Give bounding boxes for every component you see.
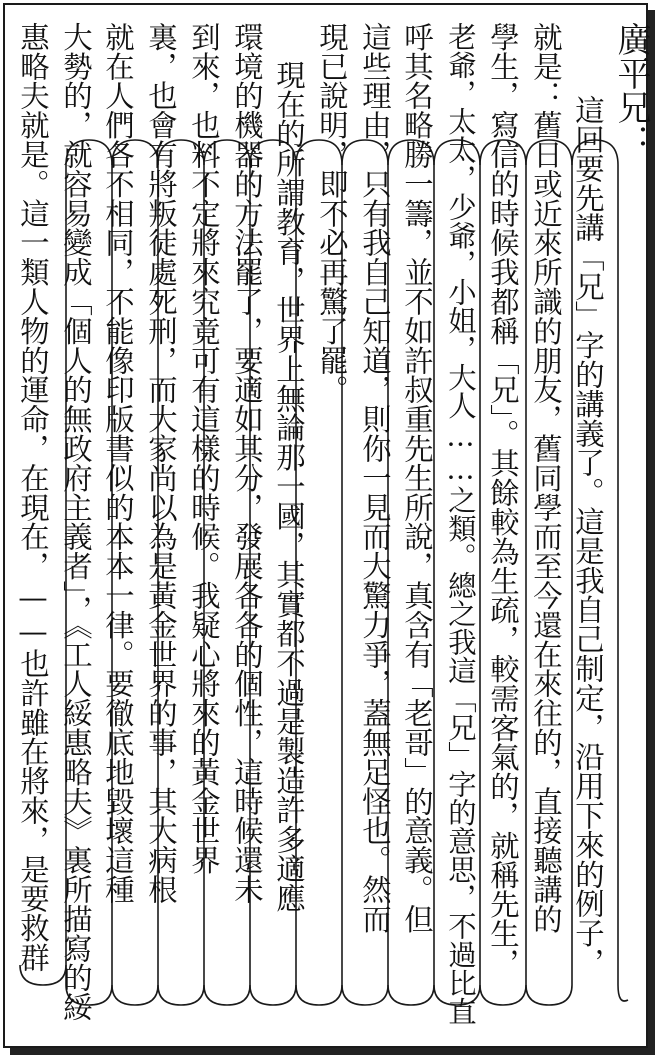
letter-line-8: 現在的所謂教育，世界上無論那一國，其實都不過是製造許多適應	[272, 60, 306, 913]
letter-line-2: 就是：舊日或近來所識的朋友，舊同學而至今還在來往的，直接聽講的	[529, 22, 563, 934]
letter-line-11: 裏，也會有將叛徒處死刑，而大家尚以為是黃金世界的事，其大病根	[144, 22, 178, 904]
letter-line-12: 就在人們各不相同，不能像印版書似的本本一律。要徹底地毀壞這種	[101, 22, 135, 904]
letter-line-3: 學生，寫信的時候我都稱「兄」。其餘較為生疏，較需客氣的，就稱先生，	[486, 22, 520, 978]
letter-line-1: 這回要先講「兄」字的講義了。這是我自己制定，沿用下來的例子，	[571, 95, 605, 977]
letter-line-6: 這些理由，只有我自己知道，則你一見而大驚力爭，蓋無足怪也。然而	[358, 22, 392, 934]
salutation: 廣平兄：	[611, 22, 651, 158]
letter-line-10: 到來，也料不定將來究竟可有這樣的時候。我疑心將來的黃金世界	[187, 22, 221, 875]
letter-line-4: 老爺，太太，少爺，小姐，大人……之類。總之我這「兄」字的意思，不過比直	[444, 22, 477, 1026]
letter-line-14: 惠略夫就是。這一類人物的運命，在現在，——也許雖在將來，是要救群	[16, 22, 50, 972]
letter-line-13: 大勢的，就容易變成「個人的無政府主義者」，《工人綏惠略夫》裏所描寫的綏	[59, 22, 93, 1022]
letter-line-5: 呼其名略勝一籌，並不如許叔重先生所說，真含有「老哥」的意義。但	[400, 22, 434, 934]
letter-line-9: 環境的機器的方法罷了，要適如其分，發展各各的個性，這時候還未	[230, 22, 264, 904]
letter-line-7: 現已說明，即不必再驚了罷。	[315, 22, 349, 405]
